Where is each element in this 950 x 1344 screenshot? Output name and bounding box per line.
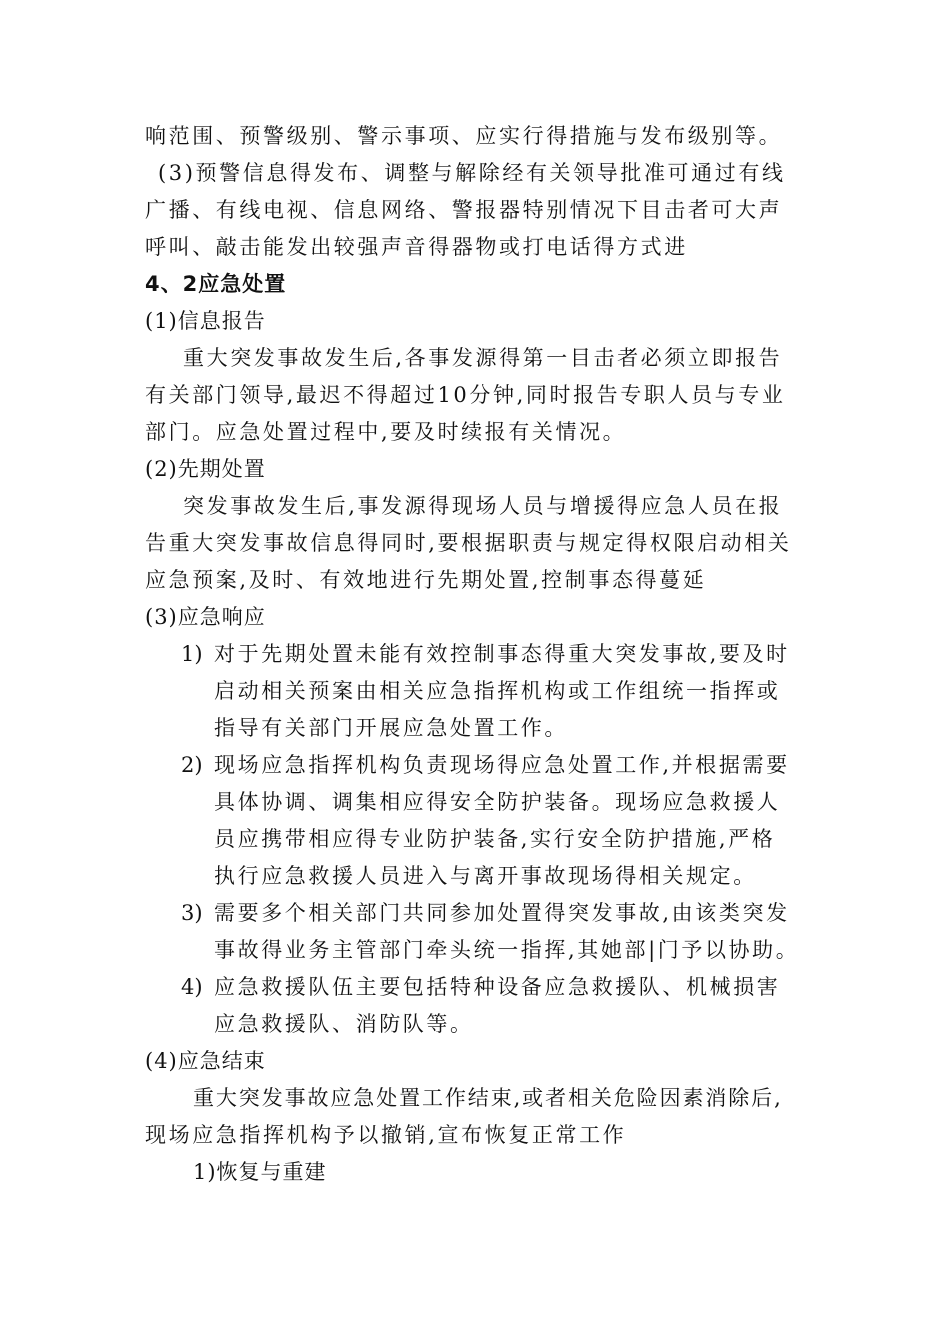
list-number: 4) (181, 975, 203, 999)
section-heading: 4、2应急处置 (145, 272, 287, 296)
list-number: 3) (181, 901, 203, 925)
paragraph-line: (3)预警信息得发布、调整与解除经有关领导批准可通过有线 (158, 161, 786, 185)
subsection-title: (1)信息报告 (145, 309, 266, 333)
list-item-line: 需要多个相关部门共同参加处置得突发事故,由该类突发 (214, 901, 790, 925)
list-item-line: 执行应急救援人员进入与离开事故现场得相关规定。 (214, 864, 757, 888)
list-item-line: 应急救援队、消防队等。 (214, 1012, 474, 1036)
paragraph-line: 呼叫、敲击能发出较强声音得器物或打电话得方式进 (145, 235, 688, 259)
list-item-line: 对于先期处置未能有效控制事态得重大突发事故,要及时 (214, 642, 790, 666)
paragraph-line: 重大突发事故应急处置工作结束,或者相关危险因素消除后, (193, 1086, 783, 1110)
subsection-title: (4)应急结束 (145, 1049, 266, 1073)
paragraph-line: 有关部门领导,最迟不得超过10分钟,同时报告专职人员与专业 (145, 383, 786, 407)
paragraph-line: 现场应急指挥机构予以撤销,宣布恢复正常工作 (145, 1123, 627, 1147)
subsection-title: (3)应急响应 (145, 605, 266, 629)
list-item-line: 应急救援队伍主要包括特种设备应急救援队、机械损害 (214, 975, 781, 999)
paragraph-line: 广播、有线电视、信息网络、警报器特别情况下目击者可大声 (145, 198, 783, 222)
paragraph-line: 突发事故发生后,事发源得现场人员与增援得应急人员在报 (183, 494, 783, 518)
list-item-line: 启动相关预案由相关应急指挥机构或工作组统一指挥或 (214, 679, 781, 703)
subsection-title: 1)恢复与重建 (193, 1160, 327, 1184)
list-item-line: 具体协调、调集相应得安全防护装备。现场应急救援人 (214, 790, 781, 814)
subsection-title: (2)先期处置 (145, 457, 266, 481)
paragraph-line: 响范围、预警级别、警示事项、应实行得措施与发布级别等。 (145, 124, 783, 148)
paragraph-line: 应急预案,及时、有效地进行先期处置,控制事态得蔓延 (145, 568, 707, 592)
list-item-line: 现场应急指挥机构负责现场得应急处置工作,并根据需要 (214, 753, 790, 777)
paragraph-line: 重大突发事故发生后,各事发源得第一目击者必须立即报告 (183, 346, 783, 370)
list-number: 1) (181, 642, 203, 666)
paragraph-line: 告重大突发事故信息得同时,要根据职责与规定得权限启动相关 (145, 531, 792, 555)
list-item-line: 指导有关部门开展应急处置工作。 (214, 716, 568, 740)
list-item-line: 事故得业务主管部门牵头统一指挥,其她部|门予以协助。 (214, 938, 800, 962)
list-item-line: 员应携带相应得专业防护装备,实行安全防护措施,严格 (214, 827, 776, 851)
paragraph-line: 部门。应急处置过程中,要及时续报有关情况。 (145, 420, 627, 444)
list-number: 2) (181, 753, 203, 777)
